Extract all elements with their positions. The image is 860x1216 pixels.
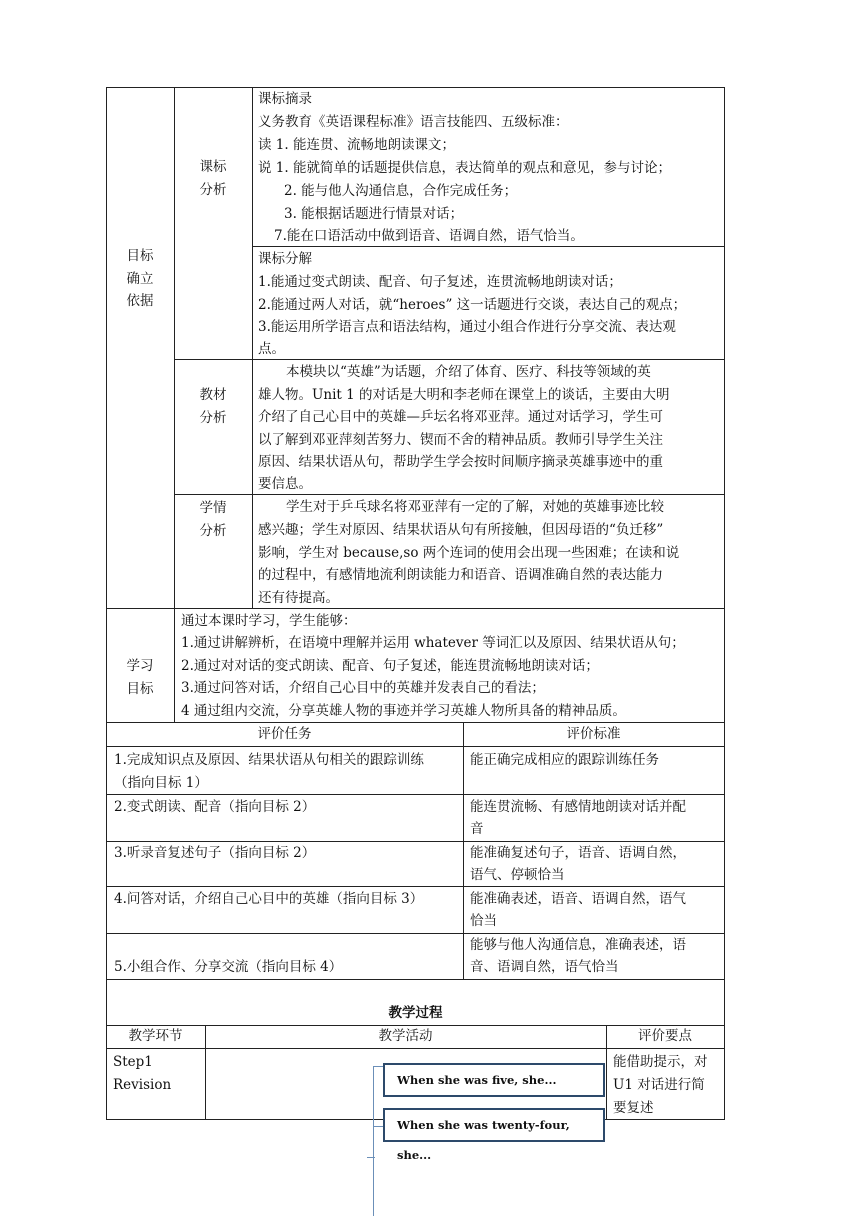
diagram-box-age-twenty-four: When she was twenty-four, she... [383, 1108, 605, 1142]
process-header-activity: 教学活动 [378, 1028, 433, 1044]
step1-points-line: 要复述 [613, 1100, 654, 1116]
evaluation-task-cell: 2.变式朗读、配音（指向目标 2） [114, 799, 316, 815]
process-title: 教学过程 [388, 1005, 443, 1021]
curriculum-analysis-label-line: 分析 [199, 181, 227, 198]
evaluation-standard-cell: 能准确复述句子，语音、语调自然， [470, 845, 686, 861]
student-line: 还有待提高。 [258, 590, 339, 606]
goal-basis-label-line: 目标 [126, 248, 154, 264]
diagram-box-age-five: When she was five, she... [383, 1063, 605, 1097]
excerpt-line: 7.能在口语活动中做到语音、语调自然，语气恰当。 [274, 228, 584, 244]
learning-goals-label-line: 目标 [126, 680, 154, 697]
textbook-analysis-label [174, 384, 252, 429]
diagram-connector-tick [367, 1157, 375, 1158]
evaluation-standard-header: 评价标准 [566, 726, 621, 742]
textbook-line: 要信息。 [258, 476, 312, 492]
student-line: 的过程中，有感情地流利朗读能力和语音、语调准确自然的表达能力 [258, 567, 663, 583]
learning-goal-line: 通过本课时学习，学生能够： [181, 613, 357, 629]
evaluation-standard-cell: 音、语调自然，语气恰当 [470, 959, 619, 975]
textbook-line: 介绍了自己心目中的英雄—乒坛名将邓亚萍。通过对话学习，学生可 [258, 409, 663, 425]
textbook-line: 原因、结果状语从句，帮助学生学会按时间顺序摘录英雄事迹中的重 [258, 454, 663, 470]
breakdown-line: 2.能通过两人对话，就“heroes” 这一话题进行交谈，表达自己的观点； [258, 297, 687, 313]
excerpt-heading: 课标摘录 [258, 91, 312, 107]
student-analysis-label [174, 497, 252, 542]
student-line: 学生对于乒乓球名将邓亚萍有一定的了解，对她的英雄事迹比较 [286, 499, 664, 515]
goal-basis-label-line: 确立 [126, 270, 154, 287]
learning-goal-line: 4 通过组内交流，分享英雄人物的事迹并学习英雄人物所具备的精神品质。 [181, 703, 626, 719]
diagram-connector-tick [373, 1066, 383, 1067]
textbook-analysis-label-line: 教材 [199, 387, 227, 403]
curriculum-analysis-label-line: 课标 [199, 159, 227, 175]
learning-goals-label [106, 655, 174, 700]
excerpt-line: 3. 能根据话题进行情景对话； [284, 206, 464, 222]
evaluation-task-cell: 5.小组合作、分享交流（指向目标 4） [114, 959, 343, 975]
evaluation-task-cell: 1.完成知识点及原因、结果状语从句相关的跟踪训练 [114, 752, 424, 768]
breakdown-heading: 课标分解 [258, 251, 312, 267]
goal-basis-label-line: 依据 [126, 293, 154, 309]
evaluation-standard-cell: 能正确完成相应的跟踪训练任务 [470, 752, 659, 768]
breakdown-line: 3.能运用所学语言点和语法结构，通过小组合作进行分享交流、表达观 [258, 319, 676, 335]
evaluation-task-cell: 3.听录音复述句子（指向目标 2） [114, 845, 316, 861]
breakdown-line: 点。 [258, 341, 285, 357]
evaluation-task-header: 评价任务 [257, 726, 312, 742]
evaluation-standard-cell: 能连贯流畅、有感情地朗读对话并配 [470, 799, 686, 815]
excerpt-line: 说 1. 能就简单的话题提供信息，表达简单的观点和意见，参与讨论； [258, 160, 671, 176]
learning-goals-label-line: 学习 [126, 658, 154, 674]
evaluation-task-cell: 4.问答对话，介绍自己心目中的英雄（指向目标 3） [114, 891, 424, 907]
textbook-line: 以了解到邓亚萍刻苦努力、锲而不舍的精神品质。教师引导学生关注 [258, 432, 663, 448]
textbook-line: 本模块以“英雄”为话题，介绍了体育、医疗、科技等领域的英 [286, 364, 651, 380]
step1-points-line: 能借助提示，对 [613, 1054, 708, 1070]
student-analysis-label-line: 分析 [199, 522, 227, 539]
textbook-line: 雄人物。Unit 1 的对话是大明和李老师在课堂上的谈话，主要由大明 [258, 387, 670, 403]
breakdown-line: 1.能通过变式朗读、配音、句子复述，连贯流畅地朗读对话； [258, 274, 622, 290]
evaluation-standard-cell: 能够与他人沟通信息，准确表述，语 [470, 937, 686, 953]
evaluation-standard-cell: 能准确表述，语音、语调自然，语气 [470, 891, 686, 907]
student-line: 感兴趣；学生对原因、结果状语从句有所接触，但因母语的“负迁移” [258, 522, 664, 538]
learning-goal-line: 2.通过对对话的变式朗读、配音、句子复述，能连贯流畅地朗读对话； [181, 658, 599, 674]
excerpt-line: 义务教育《英语课程标准》语言技能四、五级标准： [258, 114, 569, 130]
curriculum-analysis-label [174, 156, 252, 201]
excerpt-line: 2. 能与他人沟通信息，合作完成任务； [284, 183, 518, 199]
learning-goal-line: 3.通过问答对话，介绍自己心目中的英雄并发表自己的看法； [181, 680, 545, 696]
learning-goal-line: 1.通过讲解辨析，在语境中理解并运用 whatever 等词汇以及原因、结果状语从句； [181, 635, 685, 651]
step1-stage-line: Revision [113, 1077, 172, 1093]
textbook-analysis-label-line: 分析 [199, 409, 227, 426]
evaluation-standard-cell: 语气、停顿恰当 [470, 867, 565, 883]
student-line: 影响，学生对 because,so 两个连词的使用会出现一些困难；在读和说 [258, 545, 680, 561]
evaluation-standard-cell: 恰当 [470, 913, 497, 929]
evaluation-task-cell: （指向目标 1） [114, 775, 208, 791]
evaluation-standard-cell: 音 [470, 821, 484, 837]
process-header-stage: 教学环节 [128, 1028, 183, 1044]
goal-basis-label [106, 245, 174, 313]
step1-stage-line: Step1 [113, 1054, 153, 1070]
student-analysis-label-line: 学情 [199, 500, 227, 516]
process-header-points: 评价要点 [638, 1028, 692, 1044]
excerpt-line: 读 1. 能连贯、流畅地朗读课文； [258, 137, 455, 153]
diagram-connector-tick [373, 1126, 383, 1127]
diagram-connector-line [373, 1066, 374, 1216]
step1-points-line: U1 对话进行简 [613, 1077, 705, 1093]
